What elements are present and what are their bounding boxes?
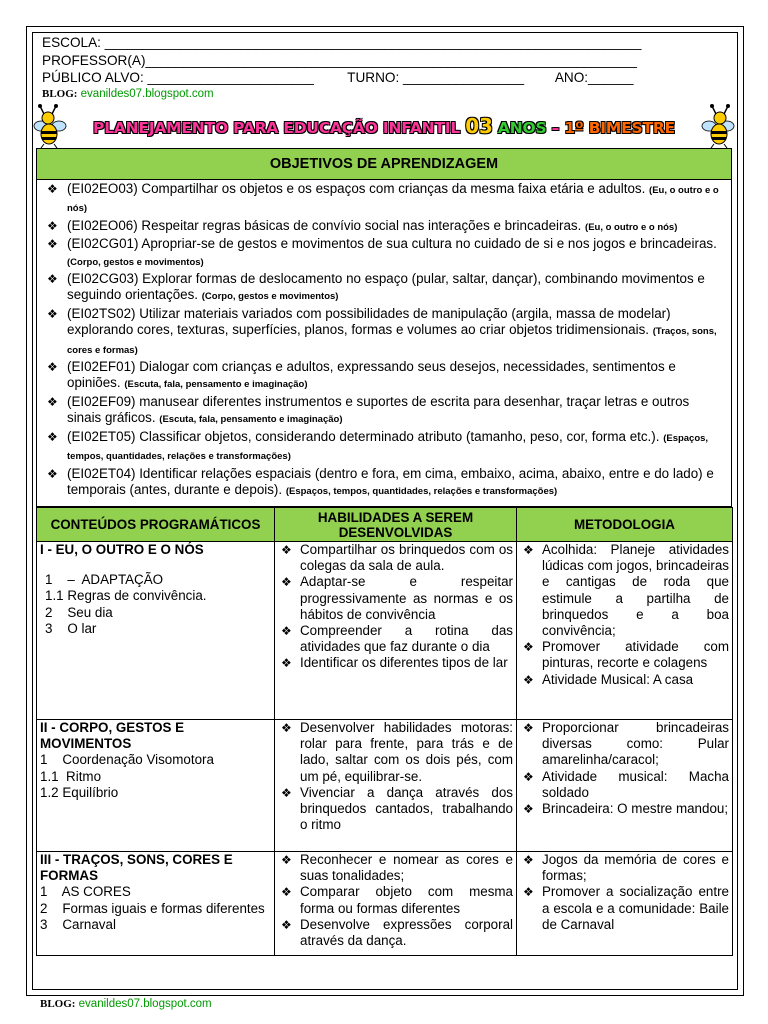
blog-link-top — [42, 88, 722, 101]
method-item — [523, 852, 729, 884]
skill-item — [281, 542, 513, 574]
diamond-bullet-icon: ❖ — [281, 885, 292, 900]
audience-field[interactable]: PÚBLICO ALVO: ______________________ — [42, 70, 314, 85]
objective-field-tag: (Corpo, gestos e movimentos) — [67, 256, 204, 268]
objective-field-tag: (Traços, sons, cores e formas) — [67, 326, 717, 356]
skill-item — [281, 884, 513, 916]
diamond-bullet-icon: ❖ — [281, 575, 292, 590]
header-skills: HABILIDADES A SEREM DESENVOLVIDAS — [275, 508, 517, 542]
skills-cell — [275, 720, 517, 852]
method-text: Proporcionar brincadeiras diversas como: Pular amarelinha/caracol; — [542, 720, 729, 768]
skill-item — [281, 655, 513, 671]
content-title: I - EU, O OUTRO E O NÓS — [40, 542, 204, 557]
content-item: 1.2 Equilíbrio — [40, 784, 119, 800]
content-item: 3 O lar — [45, 620, 97, 636]
method-text: Acolhida: Planeje atividades lúdicas com jogos, brincadeiras e cantigas de roda que estimule a partilha de brinquedos e a boa convivência; — [542, 542, 729, 639]
skill-text: Comparar objeto com mesma forma ou formas diferentes — [300, 884, 513, 916]
banner-title-bimestre: 1º BIMESTRE — [559, 119, 675, 137]
skills-cell — [275, 542, 517, 720]
skill-text: Reconhecer e nomear as cores e suas tonalidades; — [300, 852, 513, 884]
method-item — [523, 671, 729, 688]
diamond-bullet-icon: ❖ — [47, 182, 58, 196]
diamond-bullet-icon: ❖ — [281, 785, 292, 800]
skill-text: Compreender a rotina das atividades que faz durante o dia — [300, 623, 513, 655]
banner-title — [68, 110, 700, 142]
objective-text: (EI02ET04) Identificar relações espaciais (dentro e fora, em cima, embaixo, acima, abaixo, entre e do lado) e temporais (antes, durante e depois). — [67, 465, 714, 497]
objective-field-tag: (Escuta, fala, pensamento e imaginação) — [159, 414, 343, 426]
objective-item — [47, 236, 721, 271]
method-text: Atividade musical: Macha soldado — [542, 768, 729, 800]
table-row — [37, 542, 733, 720]
bee-right-icon — [700, 104, 736, 148]
skill-text: Adaptar-se e respeitar progressivamente as normas e os hábitos de convivência — [300, 574, 513, 622]
diamond-bullet-icon: ❖ — [523, 802, 534, 817]
header-contents: CONTEÚDOS PROGRAMÁTICOS — [37, 508, 275, 542]
skill-text: Vivenciar a dança através dos brinquedos cantados, trabalhando o ritmo — [300, 784, 513, 833]
method-text: Promover atividade com pinturas, recorte e colagens — [542, 639, 729, 671]
method-item — [523, 768, 729, 801]
objectives-section — [36, 148, 732, 507]
method-text: Promover a socialização entre a escola e a comunidade: Baile de Carnaval — [542, 884, 729, 932]
objective-field-tag: (Eu, o outro e o nós) — [67, 185, 719, 215]
blog-url[interactable]: evanildes07.blogspot.com — [80, 87, 214, 100]
diamond-bullet-icon: ❖ — [281, 721, 292, 735]
contents-cell — [37, 720, 275, 852]
content-item: 3 Carnaval — [40, 916, 116, 932]
diamond-bullet-icon: ❖ — [281, 543, 292, 557]
skill-text: Identificar os diferentes tipos de lar — [300, 655, 508, 671]
objective-item — [47, 359, 721, 394]
diamond-bullet-icon: ❖ — [47, 466, 58, 481]
skill-item — [281, 916, 513, 949]
bee-left-icon — [32, 104, 68, 148]
diamond-bullet-icon: ❖ — [523, 640, 534, 655]
footer-blog-url[interactable]: evanildes07.blogspot.com — [78, 998, 212, 1010]
teacher-field[interactable]: PROFESSOR(A)_________________________________________________________________ — [42, 52, 637, 68]
diamond-bullet-icon: ❖ — [47, 237, 58, 252]
methodology-cell — [517, 852, 733, 956]
blog-link-bottom — [40, 997, 212, 1011]
banner-title-anos: ANOS — [492, 119, 552, 137]
objective-item — [47, 428, 721, 466]
contents-cell — [37, 542, 275, 720]
objectives-list — [37, 180, 731, 500]
objective-text: (EI02ET05) Classificar objetos, considerando determinado atributo (tamanho, peso, cor, forma etc.). — [67, 428, 664, 444]
methodology-cell — [517, 542, 733, 720]
objective-field-tag: (Escuta, fala, pensamento e imaginação) — [124, 379, 308, 391]
banner-title-age: 03 — [465, 114, 493, 138]
methodology-cell — [517, 720, 733, 852]
skill-item — [281, 784, 513, 834]
diamond-bullet-icon: ❖ — [523, 672, 534, 687]
objective-item — [47, 305, 721, 359]
table-header-row — [37, 508, 733, 542]
year-field[interactable]: ANO:______ — [554, 70, 634, 85]
table-row — [37, 720, 733, 852]
diamond-bullet-icon: ❖ — [47, 360, 58, 375]
form-header — [42, 34, 722, 101]
objective-item — [47, 271, 721, 306]
objective-text: (EI02EO03) Compartilhar os objetos e os espaços com crianças da mesma faixa etária e adultos. — [67, 181, 650, 196]
planning-table — [36, 507, 733, 956]
skill-item — [281, 623, 513, 655]
audience-row — [42, 69, 722, 87]
method-text: Brincadeira: O mestre mandou; — [542, 801, 729, 817]
diamond-bullet-icon: ❖ — [281, 656, 292, 671]
objective-item — [47, 217, 721, 236]
content-item: 1.1 Ritmo — [40, 768, 102, 784]
diamond-bullet-icon: ❖ — [523, 721, 534, 735]
method-text: Atividade Musical: A casa — [542, 671, 694, 687]
diamond-bullet-icon: ❖ — [523, 769, 534, 784]
contents-cell — [37, 852, 275, 956]
skills-cell — [275, 852, 517, 956]
diamond-bullet-icon: ❖ — [523, 853, 534, 867]
objective-text: (EI02TS02) Utilizar materiais variados com possibilidades de manipulação (argila, massa de modelar) explorando cores, texturas, superfícies, planos, formas e volumes ao criar objetos tridimensionais. — [67, 305, 671, 338]
skill-text: Desenvolve expressões corporal através da dança. — [300, 916, 513, 949]
method-item — [523, 639, 729, 671]
method-item — [523, 542, 729, 639]
content-item: 1 – ADAPTAÇÃO — [45, 572, 164, 588]
method-item — [523, 720, 729, 769]
title-banner — [32, 104, 736, 148]
method-text: Jogos da memória de cores e formas; — [542, 852, 729, 884]
skill-text: Compartilhar os brinquedos com os colegas da sala de aula. — [300, 542, 513, 574]
skill-text: Desenvolver habilidades motoras: rolar para frente, para trás e de lado, saltar com os dois pés, com um pé, equilibrar-se. — [300, 720, 513, 784]
banner-title-main: PLANEJAMENTO PARA EDUCAÇÃO INFANTIL — [93, 119, 466, 137]
content-title: II - CORPO, GESTOS E MOVIMENTOS — [40, 720, 185, 752]
table-row — [37, 852, 733, 956]
content-item: 2 Formas iguais e formas diferentes — [40, 900, 265, 916]
objective-field-tag: (Corpo, gestos e movimentos) — [201, 291, 339, 303]
objective-field-tag: (Espaços, tempos, quantidades, relações e transformações) — [285, 485, 558, 497]
content-item: 2 Seu dia — [45, 604, 113, 620]
objective-field-tag: (Eu, o outro e o nós) — [585, 221, 678, 233]
objectives-heading: OBJETIVOS DE APRENDIZAGEM — [37, 149, 731, 180]
content-item: 1 AS CORES — [40, 884, 131, 900]
objective-item — [47, 181, 721, 218]
diamond-bullet-icon: ❖ — [47, 306, 58, 321]
skill-item — [281, 574, 513, 623]
diamond-bullet-icon: ❖ — [47, 429, 58, 444]
diamond-bullet-icon: ❖ — [47, 272, 58, 287]
school-field[interactable]: ESCOLA: _______________________________________________________________________ — [42, 35, 642, 50]
shift-field[interactable]: TURNO: ________________ — [347, 70, 525, 85]
objective-field-tag: (Espaços, tempos, quantidades, relações e transformações) — [67, 432, 709, 463]
content-item: 1 Coordenação Visomotora — [40, 752, 214, 768]
banner-title-dash: – — [551, 119, 560, 137]
objective-text: (EI02CG03) Explorar formas de deslocamento no espaço (pular, saltar, dançar), combinando movimentos e seguindo orientações. — [67, 271, 705, 303]
footer-blog-label: BLOG: — [40, 998, 76, 1010]
objective-text: (EI02EO06) Respeitar regras básicas de convívio social nas interações e brincadeiras. — [67, 217, 586, 233]
method-item — [523, 801, 729, 817]
method-item — [523, 884, 729, 933]
objective-text: (EI02EF01) Dialogar com crianças e adultos, expressando seus desejos, necessidades, sentimentos e opiniões. — [67, 359, 676, 391]
content-title: III - TRAÇOS, SONS, CORES E FORMAS — [40, 852, 233, 884]
objective-text: (EI02CG01) Apropriar-se de gestos e movimentos de sua cultura no cuidado de si e nos jogos e brincadeiras. — [67, 236, 717, 252]
header-methodology: METODOLOGIA — [517, 508, 733, 542]
objective-text: (EI02EF09) manusear diferentes instrumentos e suportes de escrita para desenhar, traçar letras e outros sinais gráficos. — [67, 393, 690, 426]
diamond-bullet-icon: ❖ — [523, 543, 534, 557]
diamond-bullet-icon: ❖ — [281, 853, 292, 867]
skill-item — [281, 852, 513, 884]
diamond-bullet-icon: ❖ — [281, 624, 292, 639]
objective-item — [47, 393, 721, 429]
content-item: 1.1 Regras de convivência. — [45, 588, 207, 604]
diamond-bullet-icon: ❖ — [281, 917, 292, 932]
skill-item — [281, 720, 513, 785]
diamond-bullet-icon: ❖ — [47, 394, 58, 409]
objective-item — [47, 465, 721, 501]
blog-label: BLOG: — [42, 87, 78, 100]
diamond-bullet-icon: ❖ — [47, 218, 58, 233]
diamond-bullet-icon: ❖ — [523, 885, 534, 900]
